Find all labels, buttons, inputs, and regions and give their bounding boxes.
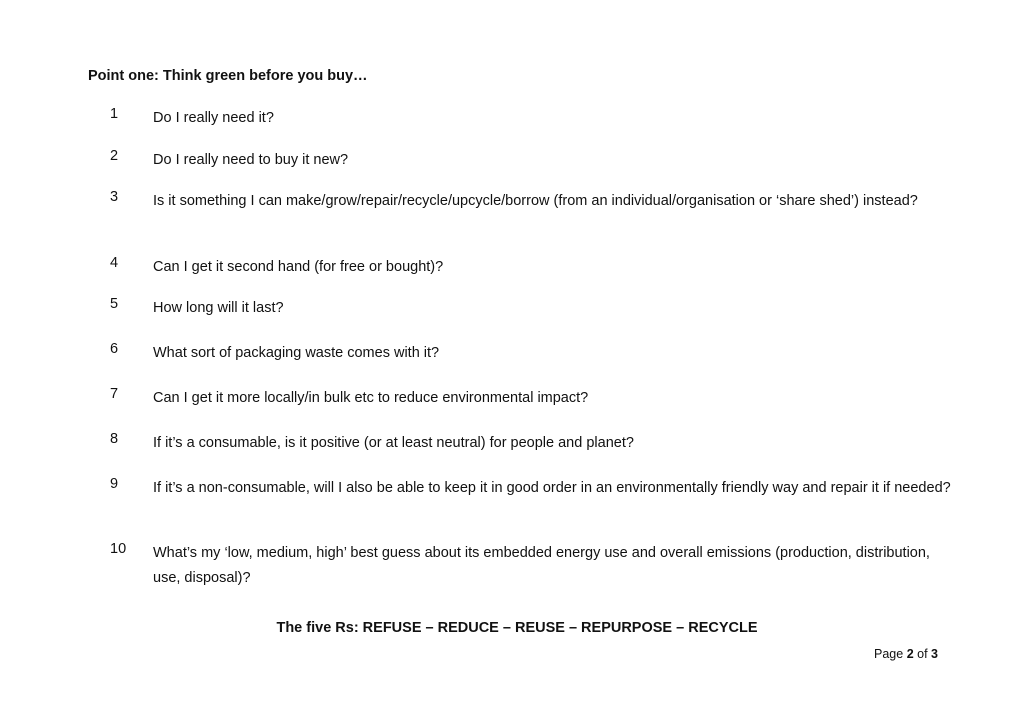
item-number: 9: [110, 476, 119, 492]
item-text: Do I really need it?: [153, 110, 274, 126]
item-text: Can I get it second hand (for free or bought)?: [153, 259, 444, 275]
item-text: Do I really need to buy it new?: [153, 152, 349, 168]
item-number: 5: [110, 296, 119, 312]
item-number: 3: [110, 189, 119, 205]
page-number: [874, 645, 938, 663]
of-word: of: [917, 647, 928, 661]
item-number: 2: [110, 148, 119, 164]
current-page: 2: [906, 647, 914, 661]
five-rs-summary: The five Rs: REFUSE – REDUCE – REUSE – REPURPOSE – RECYCLE: [276, 620, 758, 636]
item-number: 10: [110, 541, 127, 557]
section-heading: Point one: Think green before you buy…: [88, 68, 368, 84]
page-word: Page: [874, 647, 904, 661]
item-number: 8: [110, 431, 119, 447]
item-text: If it’s a non-consumable, will I also be able to keep it in good order in an environmentally friendly way and repair it if needed?: [153, 480, 951, 496]
item-text: How long will it last?: [153, 300, 284, 316]
item-text: Is it something I can make/grow/repair/recycle/upcycle/borrow (from an individual/organisation or ‘share shed’) instead?: [153, 193, 918, 209]
item-text: Can I get it more locally/in bulk etc to reduce environmental impact?: [153, 390, 589, 406]
item-text: If it’s a consumable, is it positive (or at least neutral) for people and planet?: [153, 435, 634, 451]
item-number: 4: [110, 255, 119, 271]
item-text: What sort of packaging waste comes with it?: [153, 345, 440, 361]
item-text: What’s my ‘low, medium, high’ best guess about its embedded energy use and overall emissions (production, distribution, use, disposal)?: [153, 545, 930, 586]
item-number: 1: [110, 106, 119, 122]
total-pages: 3: [931, 647, 938, 661]
item-number: 6: [110, 341, 119, 357]
item-number: 7: [110, 386, 119, 402]
